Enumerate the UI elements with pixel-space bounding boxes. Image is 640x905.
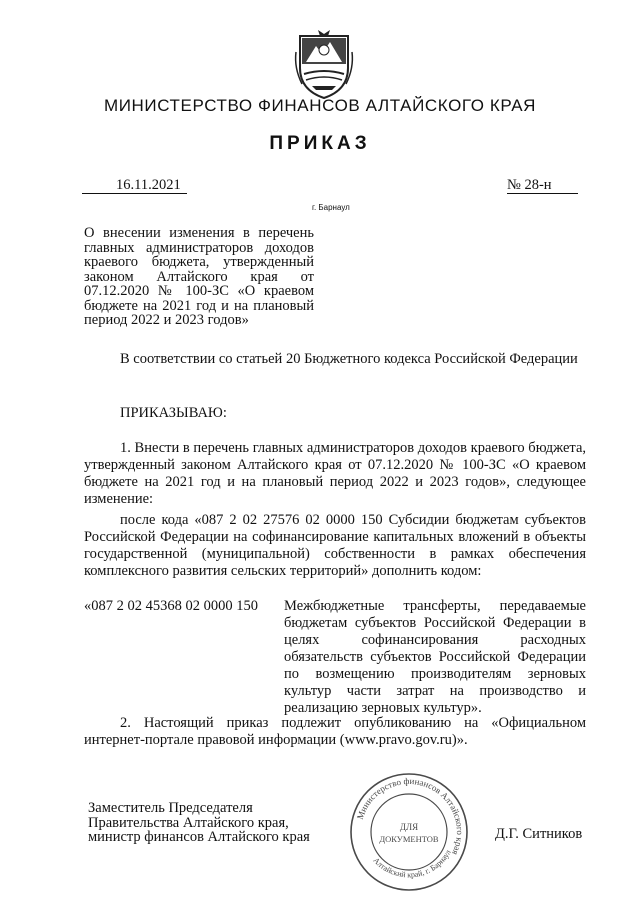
official-seal <box>347 770 471 894</box>
order-subject: О внесении изменения в перечень главных администраторов доходов краевого бюджета, утвержденный законом Алтайского края от 07.12.2020 № 100-ЗС «О краевом бюджете на 2021 год и на плановый период 2022 и 2023 годов» <box>84 225 314 328</box>
signer-position-line: Правительства Алтайского края, <box>88 814 289 831</box>
order-number: № 28-н <box>507 177 578 194</box>
new-budget-code: «087 2 02 45368 02 0000 150 <box>84 598 258 614</box>
signer-name: Д.Г. Ситников <box>495 826 583 842</box>
signer-position-line: Заместитель Председателя <box>88 800 253 816</box>
seal-bottom-text: Алтайский край, г. Барнаул <box>371 848 453 880</box>
new-budget-code-description: Межбюджетные трансферты, передаваемые бюджетам субъектов Российской Федерации в целях софинансирования расходных обязательств субъектов Российской Федерации по возмещению производителям зерновых культур части затрат на производство и реализацию зерновых культур». <box>284 598 586 716</box>
order-word: ПРИКАЗЫВАЮ: <box>120 405 227 421</box>
ministry-name: МИНИСТЕРСТВО ФИНАНСОВ АЛТАЙСКОГО КРАЯ <box>103 96 537 115</box>
signer-position <box>88 801 338 845</box>
signer-position-line: министр финансов Алтайского края <box>88 829 310 845</box>
document-type-title: ПРИКАЗ <box>269 133 371 154</box>
legal-basis-paragraph: В соответствии со статьей 20 Бюджетного кодекса Российской Федерации <box>120 351 578 367</box>
item-1-paragraph: 1. Внести в перечень главных администраторов доходов краевого бюджета, утвержденный законом Алтайского края от 07.12.2020 № 100-ЗС «О краевом бюджете на 2021 год и на плановый период 2022 и 2023 годов», следующее изменение: <box>84 440 586 507</box>
seal-inner-ring <box>371 794 447 870</box>
order-date: 16.11.2021 <box>82 177 187 194</box>
city-label: г. Барнаул <box>312 203 350 212</box>
item-2-paragraph: 2. Настоящий приказ подлежит опубликованию на «Официальном интернет-портале правовой информации (www.pravo.gov.ru)». <box>84 715 586 748</box>
seal-center-line-1: ДЛЯ <box>399 822 419 832</box>
seal-ring-text: Министерство финансов Алтайского края <box>354 775 466 857</box>
altai-krai-coat-of-arms-icon <box>292 28 356 100</box>
seal-center-line-2: ДОКУМЕНТОВ <box>379 834 439 844</box>
after-code-paragraph: после кода «087 2 02 27576 02 0000 150 Субсидии бюджетам субъектов Российской Федерации на софинансирование капитальных вложений в объекты государственной (муниципальной) собственности в рамках обеспечения комплексного развития сельских территорий» дополнить кодом: <box>84 512 586 579</box>
